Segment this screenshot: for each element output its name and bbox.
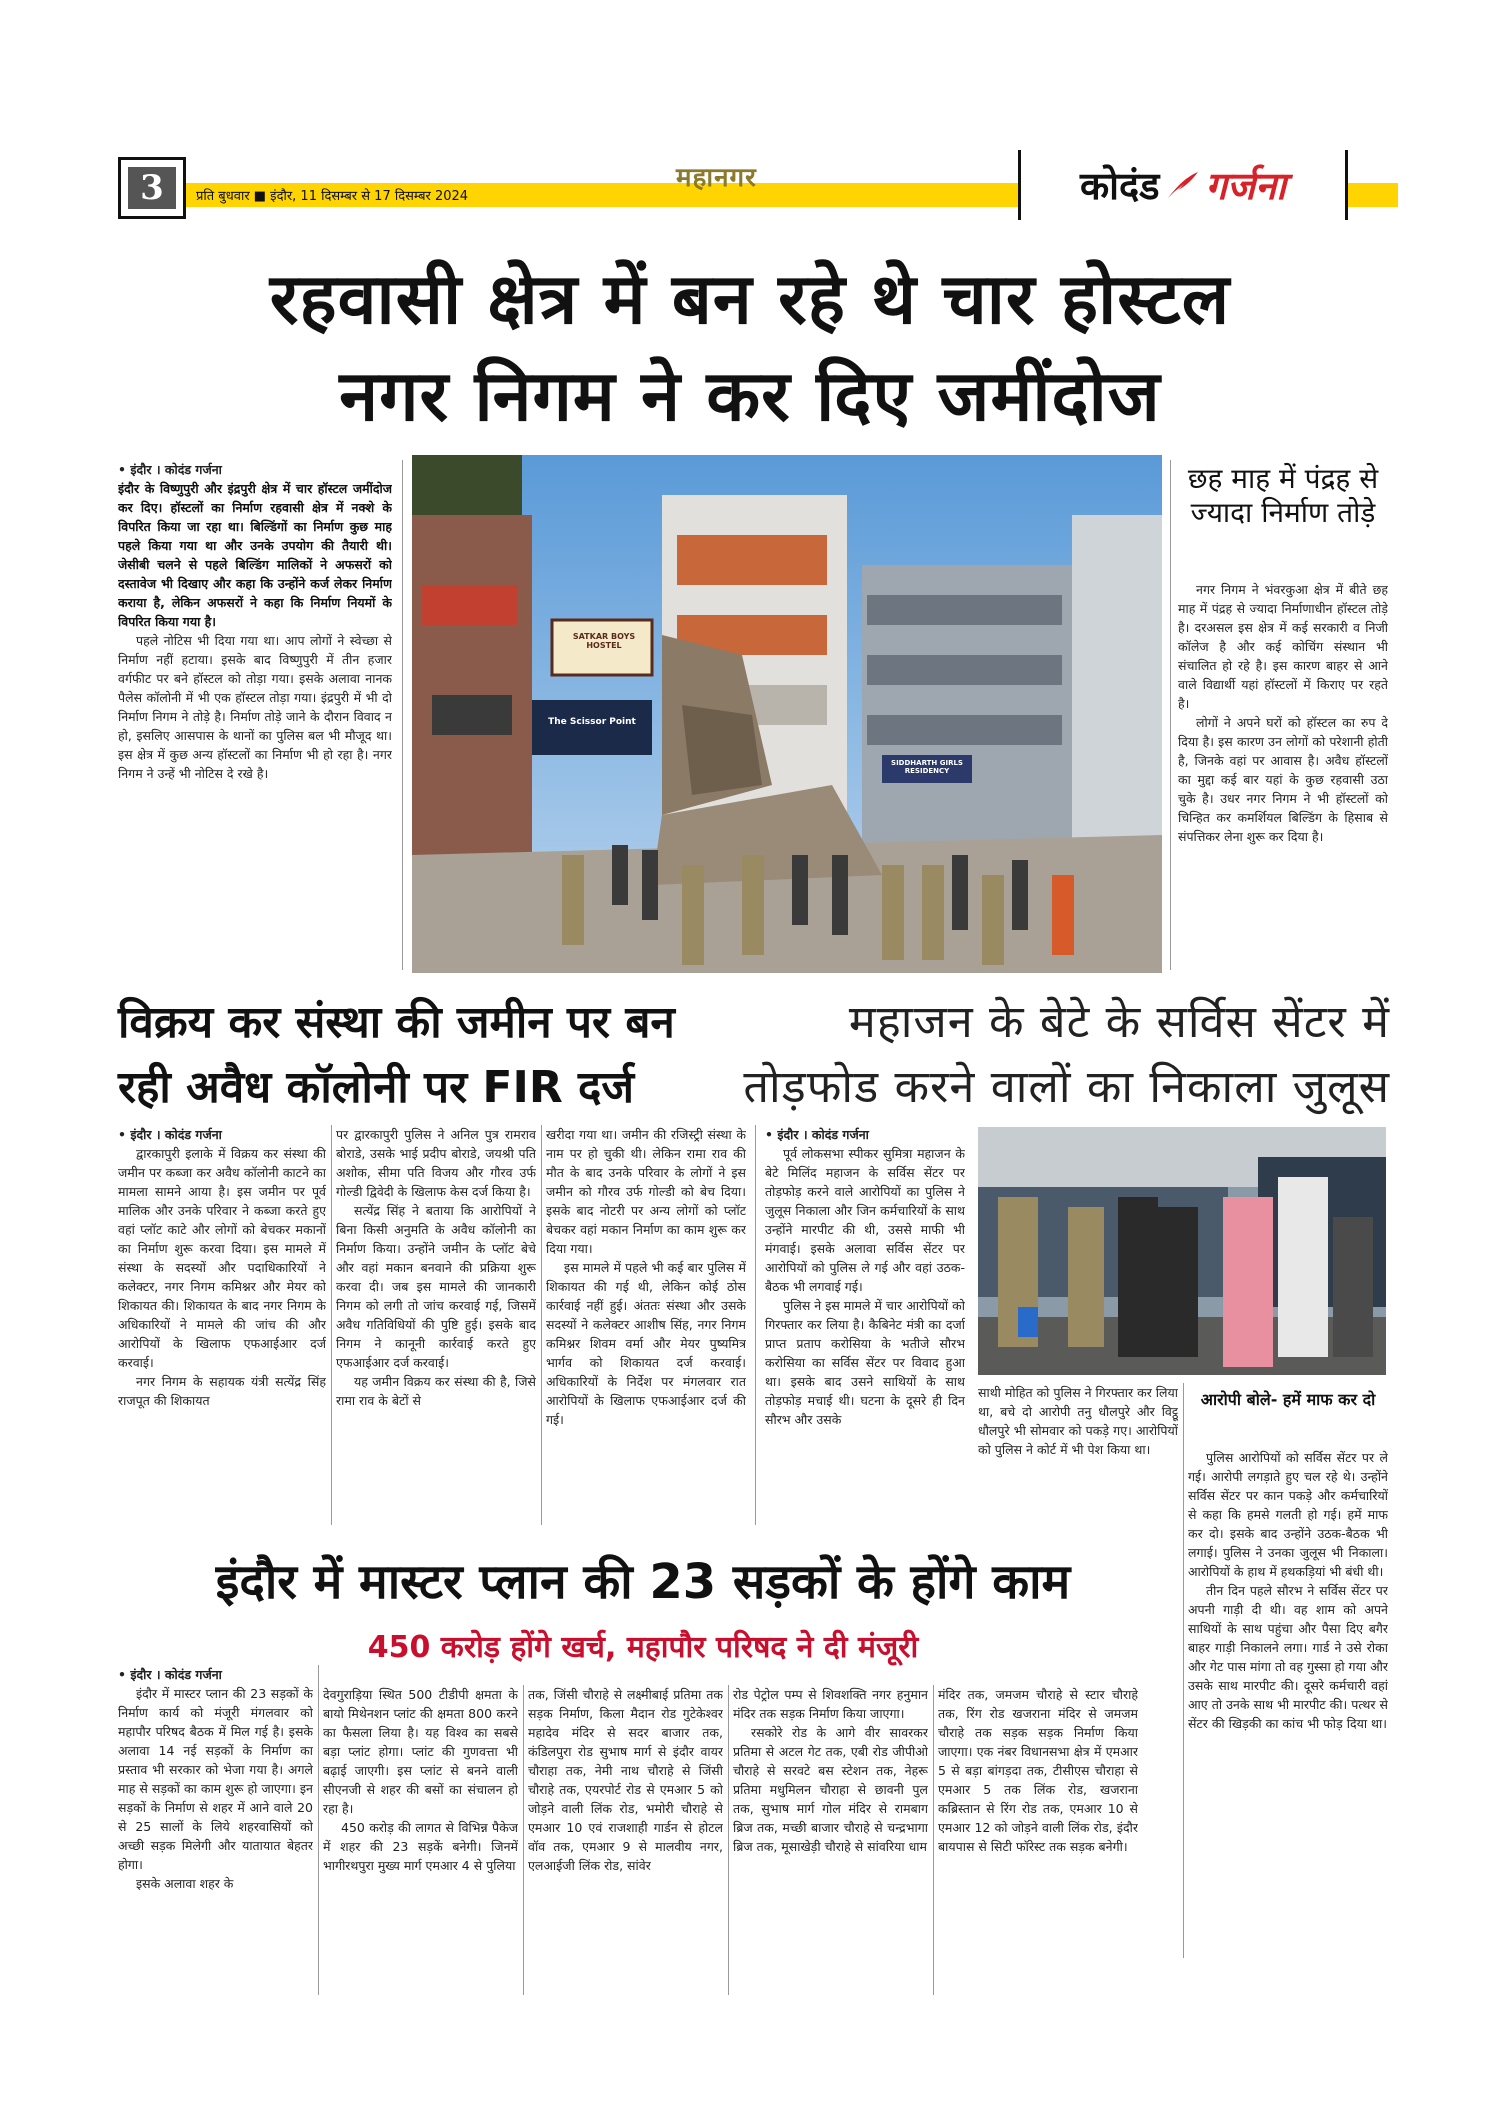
story4-column-1 <box>118 1665 313 1995</box>
sidebar-paragraph-2: लोगों ने अपने घरों को हॉस्टल का रुप दे दिया है। इस कारण उन लोगों को परेशानी होती है, जिनके वहां पर आवास है। अवैध हॉस्टलों का मुद्दा कई बार यहां के कुछ रहवासी उठा चुके है। उधर नगर निगम ने भी हॉस्टलों को चिन्हित कर कमर्शियल बिल्डिंग के हिसाब से संपत्तिकर लेना शुरू कर दिया है। <box>1178 715 1388 844</box>
story2-text-2c: यह जमीन विक्रय कर संस्था की है, जिसे रामा राव के बेटों से <box>336 1374 536 1408</box>
story3-text-2: साथी मोहित को पुलिस ने गिरफ्तार कर लिया था, बचे दो आरोपी तनु धौलपुरे और विट्ठू धौलपुरे भी सोमवार को पकड़े गए। आरोपियों को पुलिस ने कोर्ट में भी पेश किया था। <box>978 1385 1178 1457</box>
story2-text-1b: नगर निगम के सहायक यंत्री सत्येंद्र सिंह राजपूत की शिकायत <box>118 1374 326 1408</box>
story2-byline: • इंदौर । कोदंड गर्जना <box>118 1125 326 1144</box>
column-divider <box>1183 1383 1184 1958</box>
story4-text-2b: 450 करोड़ की लागत से विभिन्न पैकेज में शहर की 23 सड़कें बनेगी। जिनमें भागीरथपुरा मुख्य मार्ग एमआर 4 से पुलिया <box>323 1820 518 1873</box>
story4-column-4 <box>733 1685 928 1995</box>
page-number: 3 <box>128 167 176 209</box>
lead-headline-line1: रहवासी क्षेत्र में बन रहे थे चार होस्टल <box>269 258 1231 340</box>
lead-text-column <box>118 460 392 970</box>
story4-text-4b: रसकोरे रोड के आगे वीर सावरकर प्रतिमा से अटल गेट तक, एबी रोड जीपीओ चौराहे से सरवटे बस स्टेशन तक, नेहरू प्रतिमा मधुमिलन चौराहा से छावनी पुल तक, सुभाष मार्ग गोल मंदिर से रामबाग ब्रिज तक, मच्छी बाजार चौराहे से चन्द्रभागा ब्रिज तक, मूसाखेड़ी चौराहे से सांवरिया धाम <box>733 1725 928 1854</box>
story4-text-2: देवगुराड़िया स्थित 500 टीडीपी क्षमता के बायो मिथेनशन प्लांट की क्षमता 800 करने का फैसला लिया है। यह विश्व का सबसे बड़ा प्लांट होगा। प्लांट की गुणवत्ता भी बढ़ाई जाएगी। इस प्लांट से बनने वाली सीएनजी से शहर की बसों का संचालन हो रहा है। <box>323 1687 518 1816</box>
story3-column-3 <box>1188 1448 1388 1958</box>
column-divider <box>318 1665 319 1995</box>
story4-column-5 <box>938 1685 1138 1995</box>
story2-text-1: द्वारकापुरी इलाके में विक्रय कर संस्था की जमीन पर कब्जा कर अवैध कॉलोनी काटने का मामला सामने आया है। इस जमीन पर पूर्व मालिक और उनके परिवार ने कब्जा करते हुए वहां प्लॉट काटे और लोगों को बेचकर मकानों का निर्माण शुरू करवा दिया। इस मामले में संस्था के सदस्यों और पदाधिकारियों ने कलेक्टर, नगर निगम कमिश्नर और मेयर को शिकायत की। शिकायत के बाद नगर निगम के अधिकारियों ने मामले की जांच की और आरोपियों के खिलाफ एफआईआर दर्ज करवाई। <box>118 1146 326 1370</box>
brand-name-left: कोदंड <box>1079 164 1160 208</box>
masthead-logo <box>1018 150 1348 220</box>
story3-column-1 <box>765 1125 965 1525</box>
story3-caption: आरोपी बोले- हमें माफ कर दो <box>1200 1390 1376 1409</box>
photo-sign-scissor: The Scissor Point <box>548 717 636 727</box>
photo-sign-siddharth: SIDDHARTH GIRLS RESIDENCY <box>891 759 963 775</box>
story2-text-2: पर द्वारकापुरी पुलिस ने अनिल पुत्र रामराव बोराडे, उसके भाई प्रदीप बोराडे, जयश्री पति अशोक, सीमा पति विजय और गौरव उर्फ गोल्डी द्विवेदी के खिलाफ केस दर्ज किया है। <box>336 1127 536 1199</box>
story3-headline-line1: महाजन के बेटे के सर्विस सेंटर में <box>848 995 1390 1048</box>
sidebar-text <box>1178 580 1388 975</box>
column-divider <box>402 460 403 970</box>
story2-headline-line1: विक्रय कर संस्था की जमीन पर बन <box>118 997 675 1048</box>
story3-text-1: पूर्व लोकसभा स्पीकर सुमित्रा महाजन के बेटे मिलिंद महाजन के सर्विस सेंटर पर तोड़फोड़ करने वाले आरोपियों का पुलिस ने जुलूस निकाला और जिन कर्मचारियों के साथ उन्होंने मारपीट की थी, उससे माफी भी मंगवाई। इसके अलावा सर्विस सेंटर पर आरोपियों को पुलिस ले गई और वहां उठक-बैठक भी लगवाई गई। <box>765 1146 965 1294</box>
story2-text-3: खरीदा गया था। जमीन की रजिस्ट्री संस्था के नाम पर हो चुकी थी। लेकिन रामा राव की मौत के बाद उनके परिवार के लोगों ने इस जमीन को गौरव उर्फ गोल्डी को बेच दिया। इसके बाद नोटरी पर अन्य लोगों को प्लॉट बेचकर वहां मकान निर्माण का काम शुरू कर दिया गया। <box>546 1127 746 1256</box>
column-divider <box>728 1685 729 1995</box>
story4-text-1: इंदौर में मास्टर प्लान की 23 सड़कों के निर्माण कार्य को मंजूरी मंगलवार को महापौर परिषद बैठक में मिल गई है। इसके अलावा 14 नई सड़कों के निर्माण का प्रस्ताव भी सरकार को भेजा गया है। अगले माह से सड़कों का काम शुरू हो जाएगा। इन सड़कों के निर्माण से शहर में आने वाले 20 से 25 सालों के लिये शहरवासियों को अच्छी सड़क मिलेगी और यातायात बेहतर होगा। <box>118 1686 313 1872</box>
story4-subheadline: 450 करोड़ होंगे खर्च, महापौर परिषद ने दी मंजूरी <box>367 1630 919 1665</box>
column-divider <box>755 1125 756 1525</box>
story2-column-2 <box>336 1125 536 1525</box>
story3-headline-line2: तोड़फोड करने वालों का निकाला जुलूस <box>743 1060 1390 1113</box>
column-divider <box>1170 460 1171 970</box>
story3-text-3b: तीन दिन पहले सौरभ ने सर्विस सेंटर पर अपनी गाड़ी दी थी। वह शाम को अपने साथियों के साथ पहुंचा और पैसा दिए बगैर बाहर गाड़ी निकालने लगा। गार्ड ने उसे रोका और गेट पास मांगा तो वह गुस्सा हो गया और उसके साथ मारपीट की। दूसरे कर्मचारी वहां आए तो उनके साथ भी मारपीट की। पत्थर से सेंटर की खिड़की का कांच भी फोड़ दिया था। <box>1188 1583 1388 1731</box>
dateline: प्रति बुधवार ■ इंदौर, 11 दिसम्बर से 17 दिसम्बर 2024 <box>196 189 469 204</box>
story2-text-3b: इस मामले में पहले भी कई बार पुलिस में शिकायत की गई थी, लेकिन कोई ठोस कार्रवाई नहीं हुई। अंततः संस्था और उसके सदस्यों ने कलेक्टर आशीष सिंह, नगर निगम कमिश्नर शिवम वर्मा और मेयर पुष्यमित्र भार्गव को शिकायत दर्ज करवाई। अधिकारियों के निर्देश पर मंगलवार रात आरोपियों के खिलाफ एफआईआर दर्ज की गई। <box>546 1260 746 1427</box>
story4-text-5: मंदिर तक, जमजम चौराहे से स्टार चौराहे तक, रिंग रोड खजराना मंदिर से जमजम चौराहे तक सड़क सड़क निर्माण किया जाएगा। एक नंबर विधानसभा क्षेत्र में एमआर 5 से बड़ा बांगड़दा तक, टीसीएस चौराहा से एमआर 5 तक लिंक रोड, खजराना कब्रिस्तान से रिंग रोड तक, एमआर 10 से एमआर 12 को जोड़ने वाली लिंक रोड, इंदौर बायपास से सिटी फॉरेस्ट तक सड़क बनेगी। <box>938 1687 1138 1854</box>
photo-sign-satkar: SATKAR BOYS HOSTEL <box>572 632 636 650</box>
lead-intro: इंदौर के विष्णुपुरी और इंद्रपुरी क्षेत्र में चार हॉस्टल जमींदोज कर दिए। हॉस्टलों का निर्माण रहवासी क्षेत्र में नक्शे के विपरित किया जा रहा था। बिल्डिंगों का निर्माण कुछ माह पहले किया गया था और उनके उपयोग की तैयारी थी। जेसीबी चलने से पहले बिल्डिंग मालिकों ने अफसरों को दस्तावेज भी दिखाए और कहा कि उन्होंने कर्ज लेकर निर्माण कराया है, लेकिन अफसरों ने कहा कि निर्माण नियमों के विपरित किया गया है। <box>118 481 392 629</box>
lead-headline-line2: नगर निगम ने कर दिए जमींदोज <box>339 355 1161 437</box>
page-number-box <box>118 157 186 219</box>
feather-icon <box>1166 170 1200 200</box>
lead-body: पहले नोटिस भी दिया गया था। आप लोगों ने स्वेच्छा से निर्माण नहीं हटाया। इसके बाद विष्णुपुरी में तीन हजार वर्गफीट पर बने हॉस्टल को तोड़ा गया। इसके अलावा नानक पैलेस कॉलोनी में भी एक हॉस्टल तोड़ा गया। इंद्रपुरी में भी दो निर्माण निगम ने तोड़े है। निर्माण तोड़े जाने के दौरान विवाद न हो, इसलिए आसपास के थानों का पुलिस बल भी मौजूद था। इस क्षेत्र में कुछ अन्य हॉस्टलों का निर्माण भी हो रहा है। नगर निगम ने उन्हें भी नोटिस दे रखे है। <box>118 633 392 781</box>
story3-column-2 <box>978 1383 1178 1525</box>
demolition-photo-illustration <box>412 455 1162 973</box>
story2-column-1 <box>118 1125 326 1525</box>
sidebar-paragraph-1: नगर निगम ने भंवरकुआ क्षेत्र में बीते छह माह में पंद्रह से ज्यादा निर्माणाधीन हॉस्टल तोड़े है। दरअसल इस क्षेत्र में कई सरकारी व निजी कॉलेज है और कई कोचिंग संस्थान भी संचालित हो रहे है। इस कारण बाहर से आने वाले विद्यार्थी यहां हॉस्टलों में किराए पर रहते है। <box>1178 582 1388 711</box>
section-title: महानगर <box>676 163 757 193</box>
column-divider <box>331 1125 332 1525</box>
service-center-photo-illustration <box>978 1127 1386 1375</box>
story2-column-3 <box>546 1125 746 1525</box>
story3-text-3: पुलिस आरोपियों को सर्विस सेंटर पर ले गई। आरोपी लगड़ाते हुए चल रहे थे। उन्होंने सर्विस सेंटर पर कान पकड़े और कर्मचारियों से कहा कि हमसे गलती हो गई। हमें माफ कर दो। इसके बाद उन्होंने उठक-बैठक भी लगाई। पुलिस ने उनका जुलूस भी निकाला। आरोपियों के हाथ में हथकड़ियां भी बंधी थी। <box>1188 1450 1388 1579</box>
story4-column-3 <box>528 1685 723 1995</box>
brand-name-right: गर्जना <box>1205 164 1287 208</box>
story4-text-3: तक, जिंसी चौराहे से लक्ष्मीबाई प्रतिमा तक सड़क निर्माण, किला मैदान रोड गुटेकेश्वर महादेव मंदिर से सदर बाजार तक, कंडिलपुरा रोड सुभाष मार्ग से इंदौर वायर चौराहा तक, नेमी नाथ चौराहे से जिंसी चौराहे तक, एयरपोर्ट रोड से एमआर 5 को जोड़ने वाली लिंक रोड, भमोरी चौराहे से एमआर 10 एवं राजशाही गार्डन से होटल वॉव तक, एमआर 9 से मालवीय नगर, एलआईजी लिंक रोड, सांवेर <box>528 1687 723 1873</box>
column-divider <box>933 1685 934 1995</box>
lead-byline: • इंदौर । कोदंड गर्जना <box>118 460 392 479</box>
story4-byline: • इंदौर । कोदंड गर्जना <box>118 1665 313 1684</box>
story4-headline: इंदौर में मास्टर प्लान की 23 सड़कों के होंगे काम <box>215 1554 1071 1610</box>
story4-text-4: रोड पेट्रोल पम्प से शिवशक्ति नगर हनुमान मंदिर तक सड़क निर्माण किया जाएगा। <box>733 1687 928 1721</box>
story3-byline: • इंदौर । कोदंड गर्जना <box>765 1125 965 1144</box>
story4-text-1b: इसके अलावा शहर के <box>136 1876 234 1891</box>
story2-headline-line2: रही अवैध कॉलोनी पर FIR दर्ज <box>118 1062 635 1113</box>
service-center-photo <box>978 1127 1386 1375</box>
story2-text-2b: सत्येंद्र सिंह ने बताया कि आरोपियों ने बिना किसी अनुमति के अवैध कॉलोनी का निर्माण किया। उन्होंने जमीन के प्लॉट बेचे और वहां मकान बनवाने की प्रक्रिया शुरू करवा दी। जब इस मामले की जानकारी निगम को लगी तो जांच करवाई गई, जिसमें अवैध गतिविधियों की पुष्टि हुई। इसके बाद निगम ने कानूनी कार्रवाई करते हुए एफआईआर दर्ज करवाई। <box>336 1203 536 1370</box>
demolition-photo <box>412 455 1162 973</box>
column-divider <box>541 1125 542 1525</box>
column-divider <box>523 1685 524 1995</box>
sidebar-title: छह माह में पंद्रह से ज्यादा निर्माण तोड़े <box>1187 462 1379 529</box>
story4-column-2 <box>323 1685 518 1995</box>
story3-text-1b: पुलिस ने इस मामले में चार आरोपियों को गिरफ्तार कर लिया है। कैबिनेट मंत्री का दर्जा प्राप्त प्रताप करोसिया के भतीजे सौरभ करोसिया का सर्विस सेंटर पर विवाद हुआ था। इसके बाद उसने साथियों के साथ तोड़फोड़ मचाई थी। घटना के दूसरे ही दिन सौरभ और उसके <box>765 1298 965 1427</box>
